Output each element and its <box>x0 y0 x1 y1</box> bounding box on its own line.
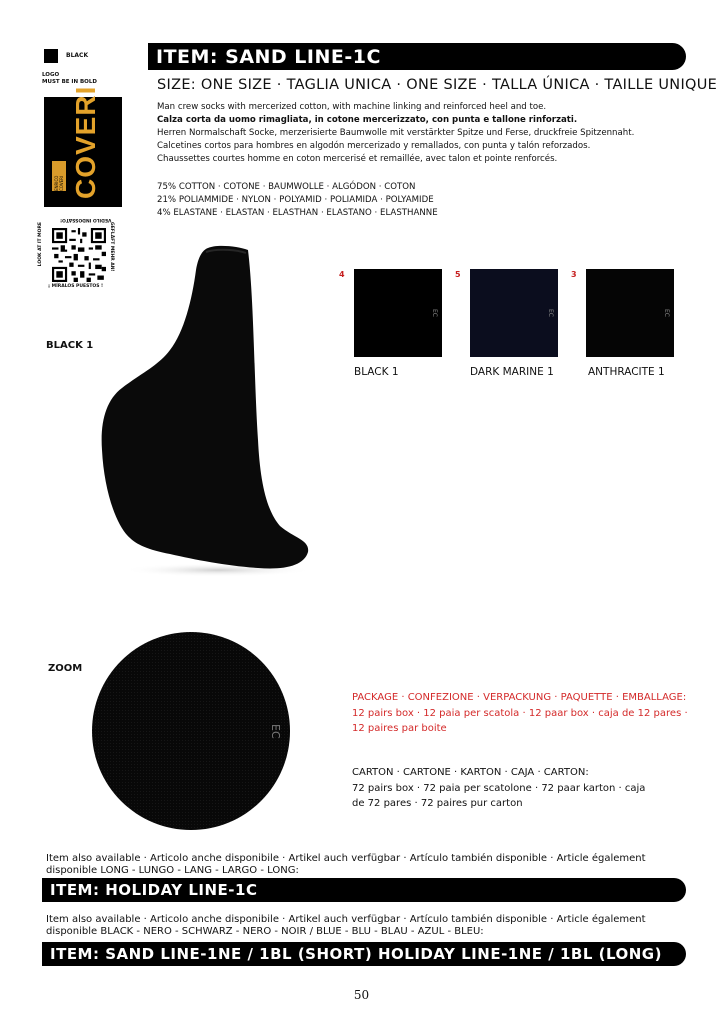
page-number: 50 <box>353 988 370 1002</box>
qr-side-text-right: GEFLÄFT MEHR AN! <box>109 222 114 272</box>
color-label-black: BLACK 1 <box>354 366 399 378</box>
brand-mini-logo: ENRICO COVERI <box>52 161 66 191</box>
color-swatch-black[interactable] <box>339 269 442 357</box>
composition-block <box>157 181 438 220</box>
sand-variants-title-bar: ITEM: SAND LINE-1NE / 1BL (SHORT) HOLIDAY LINE-1NE / 1BL (LONG) <box>42 942 686 966</box>
description-de: Herren Normalschaft Socke, merzerisierte Baumwolle mit verstärkter Spitze und Ferse, druckfreie Spitzennaht. <box>157 128 635 138</box>
description-it: Calza corta da uomo rimagliata, in cotone mercerizzato, con punta e tallone rinforzati. <box>157 115 578 125</box>
brand-logo-text: COVERI <box>70 85 101 199</box>
qr-bottom-text: ¡ MÍRALOS PUESTOS ! <box>48 284 104 289</box>
color-code: 4 <box>339 270 345 279</box>
description-en: Man crew socks with mercerized cotton, with machine linking and reinforced heel and toe. <box>157 102 547 112</box>
qr-side-text-left: LOOK AT IT MORE <box>38 222 43 267</box>
composition-line: 21% POLIAMMIDE · NYLON · POLYAMID · POLIAMIDA · POLYAMIDE <box>157 195 434 205</box>
logo-color-label: BLACK <box>66 52 89 59</box>
zoom-fabric-image <box>92 632 290 830</box>
also-available-colors: Item also available · Articolo anche disponibile · Artikel auch verfügbar · Artículo también disponible · Article également disponible BLACK - NERO - SCHWARZ - NERO - NOIR / BLUE - BLU - BLAU - AZUL - BLEU: <box>46 914 646 937</box>
zoom-label: ZOOM <box>48 663 83 674</box>
zoom-ec-mark: EC <box>269 724 282 739</box>
brand-logo <box>44 85 122 207</box>
color-swatch-fill <box>470 269 558 357</box>
size-line: SIZE: ONE SIZE · TAGLIA UNICA · ONE SIZE · TALLA ÚNICA · TAILLE UNIQUE <box>157 77 718 93</box>
description-es: Calcetines cortos para hombres en algodón mercerizado y remallados, con punta y talón reforzados. <box>157 141 591 151</box>
package-text: 12 pairs box · 12 paia per scatola · 12 paar box · caja de 12 pares · 12 paires par boite <box>352 707 688 734</box>
sock-image <box>88 240 318 585</box>
color-label-dark-marine: DARK MARINE 1 <box>470 366 554 378</box>
composition-line: 4% ELASTANE · ELASTAN · ELASTHAN · ELASTANO · ELASTHANNE <box>157 208 438 218</box>
description-block <box>157 101 634 166</box>
color-swatch-fill <box>354 269 442 357</box>
package-info <box>352 690 688 737</box>
holiday-title-bar: ITEM: HOLIDAY LINE-1C <box>42 878 686 902</box>
color-code: 5 <box>455 270 461 279</box>
also-available-long: Item also available · Articolo anche disponibile · Artikel auch verfügbar · Artículo también disponible · Article également disponible LONG - LUNGO - LANG - LARGO - LONG: <box>46 853 646 876</box>
logo-color-swatch <box>44 49 58 63</box>
qr-top-text: VEDILO INDOSSATO! <box>60 217 112 222</box>
main-color-label: BLACK 1 <box>46 340 94 351</box>
color-swatch-dark-marine[interactable] <box>455 269 558 357</box>
description-fr: Chaussettes courtes homme en coton mercerisé et remaillée, avec talon et pointe renforcés. <box>157 154 558 164</box>
color-swatch-fill <box>586 269 674 357</box>
package-heading: PACKAGE · CONFEZIONE · VERPACKUNG · PAQUETTE · EMBALLAGE: <box>352 692 687 703</box>
carton-info <box>352 765 652 812</box>
ec-logo-mark: EC <box>547 309 554 317</box>
color-label-anthracite: ANTHRACITE 1 <box>588 366 665 378</box>
carton-text: 72 pairs box · 72 paia per scatolone · 72 paar karton · caja de 72 pares · 72 paires pur carton <box>352 782 646 809</box>
carton-heading: CARTON · CARTONE · KARTON · CAJA · CARTON: <box>352 767 589 778</box>
color-code: 3 <box>571 270 577 279</box>
item-title-bar: ITEM: SAND LINE-1C <box>148 43 686 70</box>
color-swatch-anthracite[interactable] <box>571 269 674 357</box>
ec-logo-mark: EC <box>663 309 670 317</box>
composition-line: 75% COTTON · COTONE · BAUMWOLLE · ALGÓDON · COTON <box>157 182 416 192</box>
logo-note: LOGO MUST BE IN BOLD <box>42 72 97 85</box>
ec-logo-mark: EC <box>431 309 438 317</box>
